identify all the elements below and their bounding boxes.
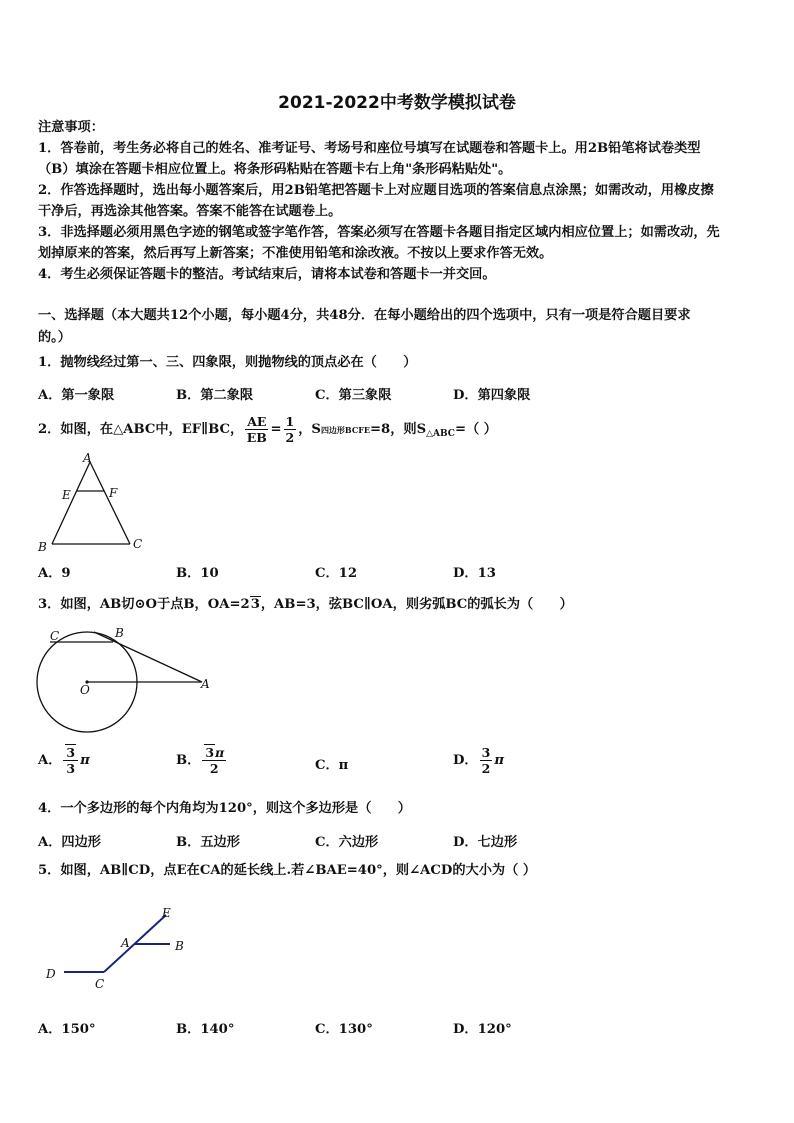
q5-option-d: D．120° (453, 1022, 512, 1037)
q3-option-d (453, 744, 504, 778)
fraction-denominator: 2 (285, 430, 295, 445)
q5-stem: 5．如图，AB∥CD，点E在CA的延长线上.若∠BAE=40°，则∠ACD的大小为（ ） (38, 863, 537, 878)
option-label: B． (176, 753, 201, 768)
q5-parallel-figure (40, 900, 200, 1000)
equals-sign: = (270, 422, 282, 437)
line-ac (90, 462, 130, 544)
q3-radicand: 3 (250, 597, 260, 612)
section-heading: 一、选择题（本大题共12个小题，每小题4分，共48分．在每小题给出的四个选项中，只有一项是符合题目要求 (38, 308, 691, 323)
q2-fraction-half (284, 414, 297, 445)
q5-option-b: B．140° (176, 1022, 235, 1037)
q2-subscript-quad: 四边形BCFE (320, 425, 370, 435)
q2-option-d: D．13 (453, 566, 496, 581)
label-c: C (133, 537, 143, 551)
fraction-numerator (202, 745, 226, 761)
label-c: C (50, 629, 60, 643)
label-d: D (46, 967, 56, 981)
q1-stem: 1．抛物线经过第一、三、四象限，则抛物线的顶点必在（ ） (38, 355, 417, 370)
q4-option-c: C．六边形 (315, 835, 379, 850)
q3-option-a (38, 744, 90, 778)
q2-option-c: C．12 (315, 566, 358, 581)
option-label: A． (38, 753, 62, 768)
fraction-numerator (63, 745, 78, 761)
q1-option-a: A．第一象限 (38, 388, 115, 403)
q3-stem (38, 595, 573, 615)
pi-symbol: π (494, 753, 504, 768)
section-heading-cont: 的。） (38, 330, 71, 345)
q2-stem (38, 412, 497, 452)
q2-stem-pre: 2．如图，在△ABC中，EF∥BC， (38, 422, 244, 437)
fraction-numerator: 1 (285, 414, 295, 429)
notice-line: 1．答卷前，考生务必将自己的姓名、准考证号、考场号和座位号填写在试题卷和答题卡上。用2B铅笔将试卷类型 (38, 141, 701, 156)
fraction-sqrt3pi-over-2 (202, 745, 226, 776)
q1-option-b: B．第二象限 (176, 388, 254, 403)
q2-stem-s: ，S (298, 422, 321, 437)
q3-stem-post: ，AB=3，弦BC∥OA，则劣弧BC的弧长为（ ） (260, 597, 573, 612)
q2-stem-mid: =8，则S (370, 422, 427, 437)
fraction-denominator: EB (246, 430, 267, 445)
notice-line: 干净后，再选涂其他答案。答案不能答在试题卷上。 (38, 204, 342, 219)
q2-triangle-figure (34, 450, 154, 556)
tangent-ab (94, 632, 202, 682)
q1-option-d: D．第四象限 (453, 388, 531, 403)
notice-line: 3．非选择题必须用黑色字迹的钢笔或签字笔作答，答案必须写在答题卡各题目指定区域内相应位置上；如需改动，先 (38, 225, 720, 240)
q4-option-d: D．七边形 (453, 835, 518, 850)
label-e: E (62, 488, 71, 502)
notice-line: 划掉原来的答案，然后再写上新答案；不准使用铅笔和涂改液。不按以上要求作答无效。 (38, 246, 553, 261)
page-title: 2021-2022中考数学模拟试卷 (278, 93, 516, 113)
label-f: F (109, 486, 118, 500)
label-a: A (83, 451, 92, 465)
fraction-denominator: 3 (66, 761, 76, 776)
line-ab (52, 462, 90, 544)
q2-option-b: B．10 (176, 566, 219, 581)
label-o: O (80, 683, 90, 697)
radicand: 3 (205, 745, 215, 760)
q3-option-c: C．π (315, 758, 349, 773)
fraction-denominator: 2 (481, 761, 491, 776)
q2-subscript-abc: △ABC (426, 429, 455, 439)
notice-line: 2．作答选择题时，选出每小题答案后，用2B铅笔把答题卡上对应题目选项的答案信息点涂黑；如需改动，用橡皮擦 (38, 183, 714, 198)
label-b: B (175, 939, 184, 953)
notice-line: （B）填涂在答题卡相应位置上。将条形码粘贴在答题卡右上角"条形码粘贴处"。 (38, 162, 512, 177)
q5-option-a: A．150° (38, 1022, 96, 1037)
q2-option-a: A．9 (38, 566, 71, 581)
q2-stem-end: =（ ） (454, 422, 497, 437)
pi-symbol: π (80, 753, 90, 768)
fraction-3-over-2 (480, 745, 493, 776)
q3-circle-figure (30, 620, 220, 738)
q1-option-c: C．第三象限 (315, 388, 392, 403)
q4-option-b: B．五边形 (176, 835, 240, 850)
q4-stem: 4．一个多边形的每个内角均为120°，则这个多边形是（ ） (38, 801, 411, 816)
fraction-sqrt3-over-3 (63, 745, 78, 776)
label-a: A (201, 677, 210, 691)
pi-symbol: π (215, 745, 225, 760)
label-a: A (121, 936, 130, 950)
label-c: C (95, 977, 105, 991)
label-e: E (162, 906, 171, 920)
notice-heading: 注意事项： (38, 120, 104, 135)
option-label: D． (453, 753, 478, 768)
q3-option-b (176, 744, 228, 778)
fraction-denominator: 2 (209, 761, 219, 776)
label-b: B (115, 626, 124, 640)
notice-line: 4．考生必须保证答题卡的整洁。考试结束后，请将本试卷和答题卡一并交回。 (38, 267, 496, 282)
q4-option-a: A．四边形 (38, 835, 101, 850)
q3-stem-pre: 3．如图，AB切⊙O于点B，OA=2 (38, 597, 250, 612)
label-b: B (38, 540, 47, 554)
fraction-numerator: 3 (481, 745, 491, 760)
q5-option-c: C．130° (315, 1022, 373, 1037)
radicand: 3 (66, 745, 76, 760)
fraction-numerator: AE (247, 414, 267, 429)
q2-fraction-ae-eb (245, 414, 268, 445)
